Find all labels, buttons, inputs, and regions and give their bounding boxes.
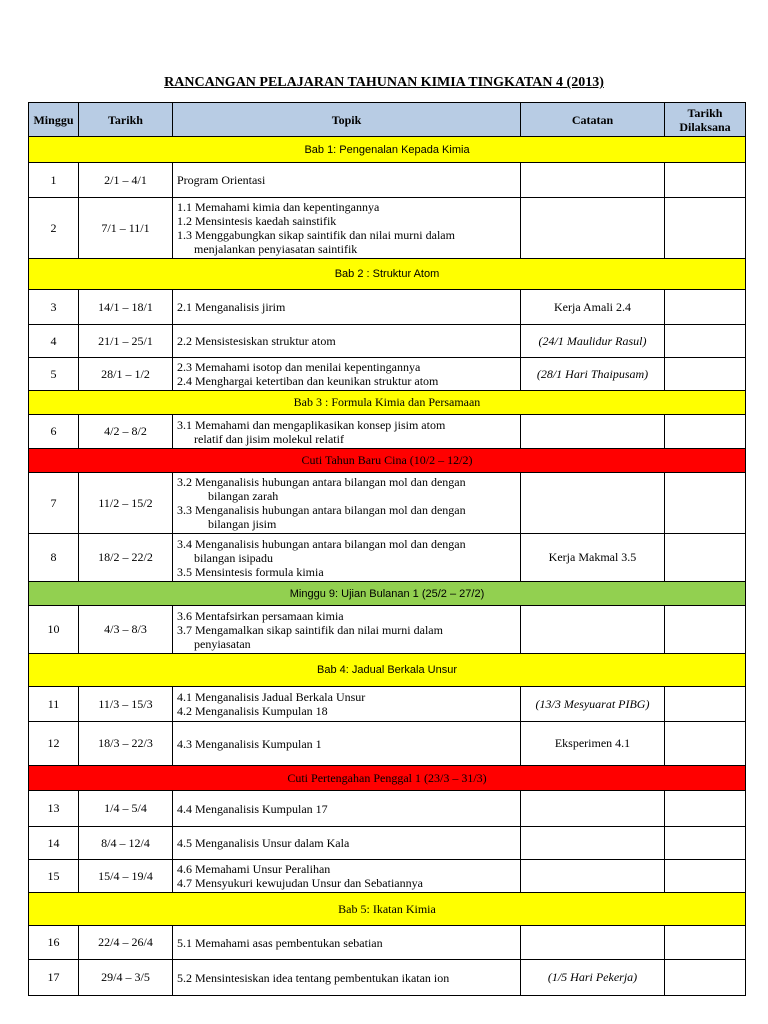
catatan-cell: (28/1 Hari Thaipusam) bbox=[521, 358, 665, 391]
minggu-cell: 8 bbox=[29, 534, 79, 582]
topik-line: 3.2 Menganalisis hubungan antara bilangan mol dan dengan bbox=[177, 475, 466, 489]
topik-line: bilangan isipadu bbox=[194, 550, 273, 565]
topik-cell bbox=[173, 163, 521, 198]
table-row bbox=[29, 290, 746, 325]
header-minggu: Minggu bbox=[29, 103, 79, 137]
table-row bbox=[29, 325, 746, 358]
dilaksana-cell bbox=[665, 791, 746, 827]
minggu-cell: 5 bbox=[29, 358, 79, 391]
table-row bbox=[29, 198, 746, 259]
dilaksana-cell bbox=[665, 325, 746, 358]
dilaksana-cell bbox=[665, 415, 746, 449]
minggu-cell: 4 bbox=[29, 325, 79, 358]
minggu-cell: 3 bbox=[29, 290, 79, 325]
header-tarikh-dilaksana: Tarikh Dilaksana bbox=[665, 103, 746, 137]
topik-line: 1.1 Memahami kimia dan kepentingannya bbox=[177, 200, 380, 214]
dilaksana-cell bbox=[665, 358, 746, 391]
chapter-label: Bab 4: Jadual Berkala Unsur bbox=[29, 654, 746, 687]
header-row bbox=[29, 103, 746, 137]
exam-label: Minggu 9: Ujian Bulanan 1 (25/2 – 27/2) bbox=[29, 582, 746, 606]
header-tarikh: Tarikh bbox=[79, 103, 173, 137]
topik-line: bilangan zarah bbox=[208, 489, 279, 503]
minggu-cell: 15 bbox=[29, 860, 79, 893]
table-row bbox=[29, 791, 746, 827]
catatan-cell bbox=[521, 198, 665, 259]
table-row bbox=[29, 687, 746, 722]
topik-cell bbox=[173, 358, 521, 391]
holiday-band bbox=[29, 449, 746, 473]
dilaksana-cell bbox=[665, 534, 746, 582]
topik-cell bbox=[173, 290, 521, 325]
tarikh-cell: 2/1 – 4/1 bbox=[79, 163, 173, 198]
table-row bbox=[29, 606, 746, 654]
topik-line: 1.3 Menggabungkan sikap saintifik dan nilai murni dalam bbox=[177, 228, 455, 242]
page-title: RANCANGAN PELAJARAN TAHUNAN KIMIA TINGKATAN 4 (2013) bbox=[164, 75, 604, 90]
topik-cell bbox=[173, 926, 521, 960]
catatan-cell bbox=[521, 860, 665, 893]
catatan-cell bbox=[521, 473, 665, 534]
topik-line: 4.6 Memahami Unsur Peralihan bbox=[177, 862, 331, 876]
tarikh-cell: 4/2 – 8/2 bbox=[79, 415, 173, 449]
topik-line: 3.3 Menganalisis hubungan antara bilangan mol dan dengan bbox=[177, 503, 466, 517]
topik-cell bbox=[173, 534, 521, 582]
topik-line: 2.1 Menganalisis jirim bbox=[177, 300, 286, 314]
topik-line: relatif dan jisim molekul relatif bbox=[194, 431, 344, 446]
tarikh-cell: 15/4 – 19/4 bbox=[79, 860, 173, 893]
topik-line: 3.6 Mentafsirkan persamaan kimia bbox=[177, 608, 344, 623]
topik-cell bbox=[173, 473, 521, 534]
topik-line: 3.5 Mensintesis formula kimia bbox=[177, 564, 324, 579]
catatan-cell bbox=[521, 926, 665, 960]
chapter-band bbox=[29, 391, 746, 415]
dilaksana-cell bbox=[665, 687, 746, 722]
tarikh-cell: 22/4 – 26/4 bbox=[79, 926, 173, 960]
table-row bbox=[29, 473, 746, 534]
topik-cell bbox=[173, 687, 521, 722]
table-row bbox=[29, 163, 746, 198]
chapter-band bbox=[29, 259, 746, 290]
catatan-cell bbox=[521, 606, 665, 654]
topik-cell bbox=[173, 860, 521, 893]
chapter-band bbox=[29, 654, 746, 687]
topik-line: Program Orientasi bbox=[177, 173, 266, 187]
tarikh-cell: 18/3 – 22/3 bbox=[79, 722, 173, 766]
topik-line: penyiasatan bbox=[194, 636, 251, 651]
dilaksana-cell bbox=[665, 290, 746, 325]
topik-line: bilangan jisim bbox=[208, 517, 277, 531]
topik-line: 5.2 Mensintesiskan idea tentang pembentukan ikatan ion bbox=[177, 970, 450, 985]
catatan-cell: Eksperimen 4.1 bbox=[521, 722, 665, 766]
topik-cell bbox=[173, 325, 521, 358]
topik-line: 4.5 Menganalisis Unsur dalam Kala bbox=[177, 836, 350, 850]
dilaksana-cell bbox=[665, 860, 746, 893]
dilaksana-cell bbox=[665, 926, 746, 960]
topik-line: 2.3 Memahami isotop dan menilai kepentingannya bbox=[177, 360, 421, 374]
dilaksana-cell bbox=[665, 606, 746, 654]
topik-line: 3.1 Memahami dan mengaplikasikan konsep jisim atom bbox=[177, 417, 446, 432]
chapter-band bbox=[29, 893, 746, 926]
topik-line: 2.2 Mensistesiskan struktur atom bbox=[177, 334, 336, 348]
minggu-cell: 2 bbox=[29, 198, 79, 259]
table-row bbox=[29, 860, 746, 893]
topik-line: menjalankan penyiasatan saintifik bbox=[194, 242, 358, 256]
table-row bbox=[29, 358, 746, 391]
minggu-cell: 17 bbox=[29, 960, 79, 996]
tarikh-cell: 28/1 – 1/2 bbox=[79, 358, 173, 391]
tarikh-cell: 11/3 – 15/3 bbox=[79, 687, 173, 722]
holiday-label: Cuti Tahun Baru Cina (10/2 – 12/2) bbox=[29, 449, 746, 473]
chapter-label: Bab 3 : Formula Kimia dan Persamaan bbox=[29, 391, 746, 415]
tarikh-cell: 7/1 – 11/1 bbox=[79, 198, 173, 259]
topik-cell bbox=[173, 606, 521, 654]
header-catatan: Catatan bbox=[521, 103, 665, 137]
tarikh-cell: 18/2 – 22/2 bbox=[79, 534, 173, 582]
chapter-band bbox=[29, 137, 746, 163]
minggu-cell: 16 bbox=[29, 926, 79, 960]
dilaksana-cell bbox=[665, 198, 746, 259]
exam-band bbox=[29, 582, 746, 606]
topik-cell bbox=[173, 415, 521, 449]
topik-line: 1.2 Mensintesis kaedah sainstifik bbox=[177, 214, 337, 228]
topik-line: 4.4 Menganalisis Kumpulan 17 bbox=[177, 801, 328, 816]
chapter-label: Bab 5: Ikatan Kimia bbox=[29, 893, 746, 926]
topik-cell bbox=[173, 791, 521, 827]
dilaksana-cell bbox=[665, 722, 746, 766]
table-row bbox=[29, 960, 746, 996]
topik-line: 4.1 Menganalisis Jadual Berkala Unsur bbox=[177, 690, 366, 704]
lesson-plan-table bbox=[28, 102, 746, 996]
catatan-cell bbox=[521, 163, 665, 198]
tarikh-cell: 4/3 – 8/3 bbox=[79, 606, 173, 654]
topik-cell bbox=[173, 722, 521, 766]
topik-cell bbox=[173, 827, 521, 860]
catatan-cell bbox=[521, 791, 665, 827]
catatan-cell: Kerja Makmal 3.5 bbox=[521, 534, 665, 582]
tarikh-cell: 11/2 – 15/2 bbox=[79, 473, 173, 534]
catatan-cell: (13/3 Mesyuarat PIBG) bbox=[521, 687, 665, 722]
minggu-cell: 12 bbox=[29, 722, 79, 766]
topik-line: 3.4 Menganalisis hubungan antara bilangan mol dan dengan bbox=[177, 536, 466, 551]
topik-line: 4.2 Menganalisis Kumpulan 18 bbox=[177, 704, 328, 718]
tarikh-cell: 8/4 – 12/4 bbox=[79, 827, 173, 860]
tarikh-cell: 1/4 – 5/4 bbox=[79, 791, 173, 827]
chapter-label: Bab 1: Pengenalan Kepada Kimia bbox=[29, 137, 746, 163]
catatan-cell: (1/5 Hari Pekerja) bbox=[521, 960, 665, 996]
tarikh-cell: 21/1 – 25/1 bbox=[79, 325, 173, 358]
dilaksana-cell bbox=[665, 163, 746, 198]
topik-line: 4.7 Mensyukuri kewujudan Unsur dan Sebatiannya bbox=[177, 876, 423, 890]
table-row bbox=[29, 415, 746, 449]
minggu-cell: 10 bbox=[29, 606, 79, 654]
minggu-cell: 1 bbox=[29, 163, 79, 198]
tarikh-cell: 29/4 – 3/5 bbox=[79, 960, 173, 996]
catatan-cell: Kerja Amali 2.4 bbox=[521, 290, 665, 325]
chapter-label: Bab 2 : Struktur Atom bbox=[29, 259, 746, 290]
dilaksana-cell bbox=[665, 827, 746, 860]
catatan-cell bbox=[521, 415, 665, 449]
topik-cell bbox=[173, 960, 521, 996]
table-row bbox=[29, 722, 746, 766]
topik-cell bbox=[173, 198, 521, 259]
minggu-cell: 11 bbox=[29, 687, 79, 722]
catatan-cell bbox=[521, 827, 665, 860]
holiday-label: Cuti Pertengahan Penggal 1 (23/3 – 31/3) bbox=[29, 766, 746, 791]
minggu-cell: 14 bbox=[29, 827, 79, 860]
holiday-band bbox=[29, 766, 746, 791]
dilaksana-cell bbox=[665, 960, 746, 996]
topik-line: 3.7 Mengamalkan sikap saintifik dan nilai murni dalam bbox=[177, 622, 443, 637]
table-row bbox=[29, 926, 746, 960]
table-row bbox=[29, 534, 746, 582]
minggu-cell: 6 bbox=[29, 415, 79, 449]
topik-line: 5.1 Memahami asas pembentukan sebatian bbox=[177, 935, 383, 950]
header-topik: Topik bbox=[173, 103, 521, 137]
topik-line: 2.4 Menghargai ketertiban dan keunikan struktur atom bbox=[177, 374, 439, 388]
catatan-cell: (24/1 Maulidur Rasul) bbox=[521, 325, 665, 358]
minggu-cell: 13 bbox=[29, 791, 79, 827]
topik-line: 4.3 Menganalisis Kumpulan 1 bbox=[177, 736, 322, 751]
dilaksana-cell bbox=[665, 473, 746, 534]
minggu-cell: 7 bbox=[29, 473, 79, 534]
table-row bbox=[29, 827, 746, 860]
tarikh-cell: 14/1 – 18/1 bbox=[79, 290, 173, 325]
